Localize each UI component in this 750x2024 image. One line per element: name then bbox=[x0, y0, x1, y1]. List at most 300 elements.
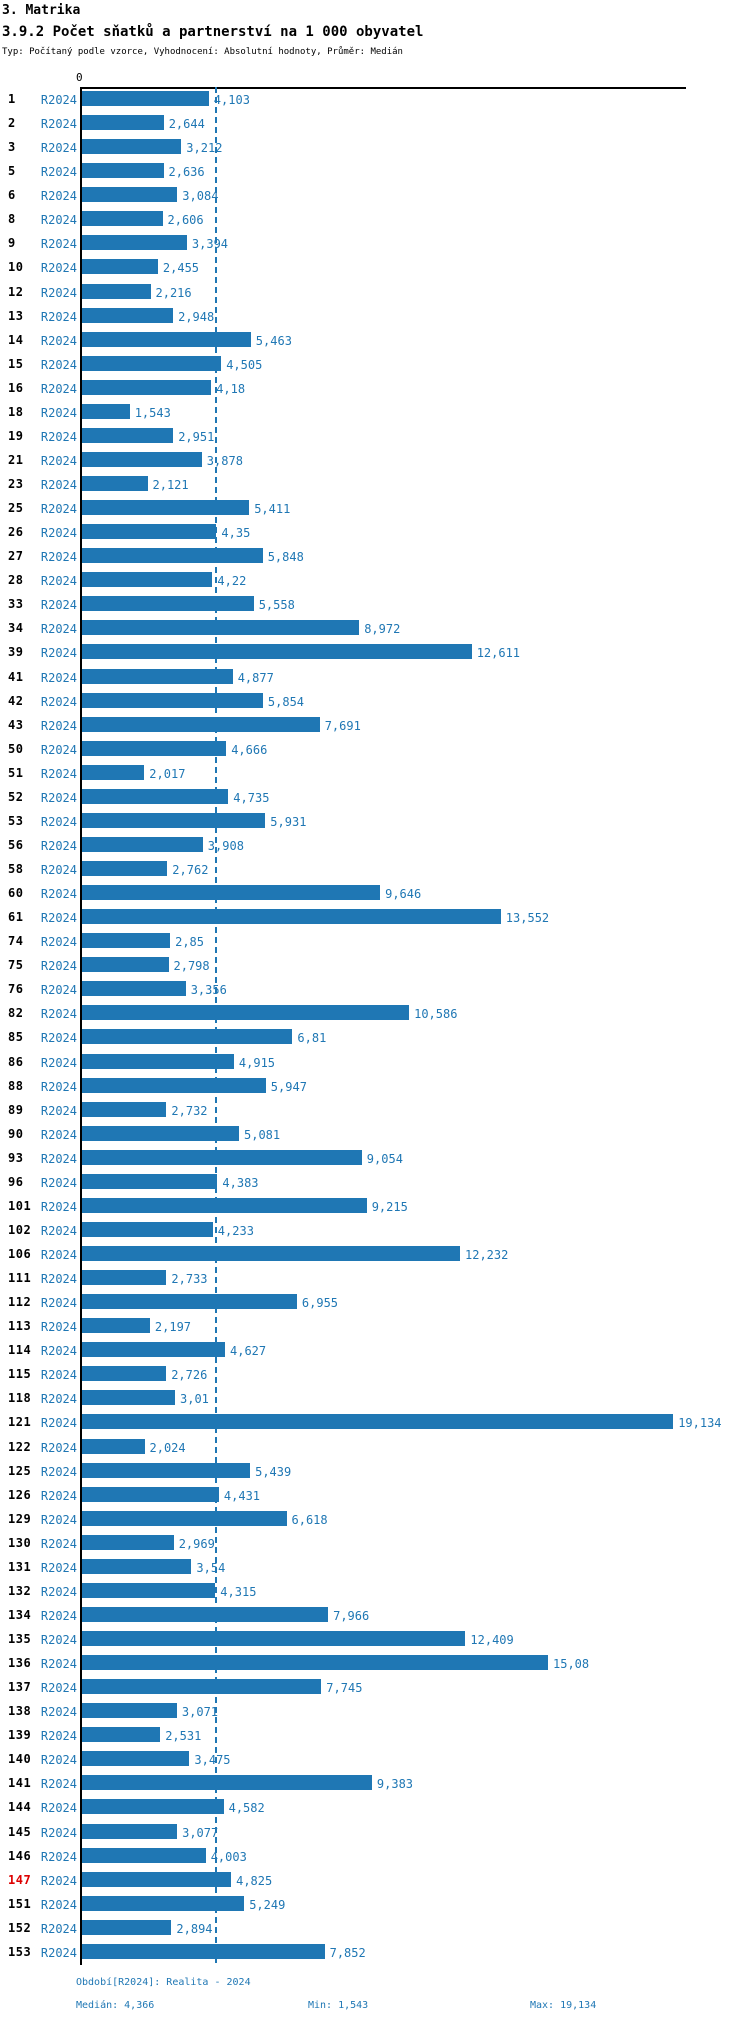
bar-value-label: 4,431 bbox=[223, 1488, 261, 1503]
bar bbox=[82, 1679, 321, 1694]
bar bbox=[82, 644, 472, 659]
bar-value-label: 4,666 bbox=[231, 742, 268, 757]
bar-value-label: 2,762 bbox=[172, 863, 209, 877]
bar-value-label: 4,582 bbox=[228, 1801, 265, 1816]
chart-row bbox=[0, 87, 750, 111]
bar bbox=[82, 1294, 297, 1309]
series-label: R2024 bbox=[40, 646, 77, 661]
bar-value-label: 4,825 bbox=[236, 1873, 273, 1888]
bar-value-label: 3,084 bbox=[182, 189, 219, 204]
bar bbox=[82, 741, 226, 756]
bar bbox=[82, 861, 167, 876]
bar bbox=[82, 500, 249, 515]
chart-row bbox=[0, 713, 750, 737]
bar-value-label: 2,121 bbox=[152, 478, 189, 492]
bar-value-label: 4,877 bbox=[237, 670, 274, 685]
series-label: R2024 bbox=[40, 694, 77, 709]
series-label: R2024 bbox=[40, 429, 77, 444]
row-number: 145 bbox=[8, 1824, 32, 1839]
bar bbox=[82, 91, 209, 106]
series-label: R2024 bbox=[40, 1368, 77, 1383]
row-number: 60 bbox=[8, 886, 24, 901]
series-label: R2024 bbox=[40, 790, 77, 805]
series-label: R2024 bbox=[40, 1296, 77, 1311]
series-label: R2024 bbox=[40, 1825, 77, 1840]
row-number: 101 bbox=[8, 1198, 32, 1213]
series-label: R2024 bbox=[40, 1079, 77, 1094]
bar-value-label: 4,003 bbox=[210, 1849, 247, 1864]
bar bbox=[82, 476, 148, 491]
chart-row bbox=[0, 207, 750, 231]
bar bbox=[82, 1727, 160, 1742]
series-label: R2024 bbox=[40, 213, 77, 228]
bar-value-label: 2,644 bbox=[168, 117, 205, 132]
series-label: R2024 bbox=[40, 405, 77, 420]
bar-value-label: 5,947 bbox=[270, 1079, 307, 1094]
row-number: 21 bbox=[8, 452, 24, 467]
bar bbox=[82, 981, 186, 996]
bar-value-label: 4,103 bbox=[213, 93, 250, 107]
bar-value-label: 4,505 bbox=[226, 357, 263, 372]
series-label: R2024 bbox=[40, 309, 77, 324]
bar-value-label: 2,969 bbox=[178, 1536, 215, 1551]
series-label: R2024 bbox=[40, 1560, 77, 1575]
series-label: R2024 bbox=[40, 1681, 77, 1696]
series-label: R2024 bbox=[40, 1272, 77, 1287]
section-title: 3. Matrika bbox=[2, 3, 81, 18]
bar bbox=[82, 1511, 287, 1526]
chart-row bbox=[0, 857, 750, 881]
series-label: R2024 bbox=[40, 141, 77, 156]
chart-row bbox=[0, 1675, 750, 1699]
series-label: R2024 bbox=[40, 1873, 77, 1888]
bar-value-label: 12,232 bbox=[465, 1248, 509, 1262]
chart-row bbox=[0, 640, 750, 664]
series-label: R2024 bbox=[40, 983, 77, 998]
bar bbox=[82, 596, 254, 611]
chart-row bbox=[0, 304, 750, 328]
bar-value-label: 2,948 bbox=[178, 309, 215, 324]
series-label: R2024 bbox=[40, 1055, 77, 1070]
row-number: 146 bbox=[8, 1848, 32, 1863]
row-number: 129 bbox=[8, 1511, 32, 1526]
series-label: R2024 bbox=[40, 911, 77, 926]
row-number: 135 bbox=[8, 1632, 32, 1646]
bar bbox=[82, 765, 144, 780]
row-number: 96 bbox=[8, 1174, 24, 1189]
series-label: R2024 bbox=[40, 1175, 77, 1190]
bar-value-label: 3,878 bbox=[206, 453, 243, 468]
series-label: R2024 bbox=[40, 1705, 77, 1720]
series-label: R2024 bbox=[40, 357, 77, 372]
chart-row bbox=[0, 1218, 750, 1242]
chart-row bbox=[0, 977, 750, 1001]
row-number: 51 bbox=[8, 765, 24, 780]
series-label: R2024 bbox=[40, 766, 77, 781]
chart-row bbox=[0, 929, 750, 953]
bar bbox=[82, 1005, 409, 1020]
chart-row bbox=[0, 448, 750, 472]
bar bbox=[82, 1799, 224, 1814]
bar bbox=[82, 380, 211, 395]
row-number: 130 bbox=[8, 1535, 32, 1550]
bar-value-label: 4,22 bbox=[217, 574, 247, 589]
row-number: 14 bbox=[8, 332, 24, 347]
chart-row bbox=[0, 1001, 750, 1025]
chart-row bbox=[0, 1627, 750, 1651]
bar-value-label: 2,455 bbox=[162, 261, 200, 276]
bar-value-label: 3,01 bbox=[180, 1392, 209, 1407]
bar bbox=[82, 1655, 548, 1670]
bar-value-label: 9,383 bbox=[376, 1777, 414, 1792]
series-label: R2024 bbox=[40, 1921, 77, 1936]
bar-value-label: 9,646 bbox=[385, 887, 422, 902]
bar-value-label: 4,627 bbox=[230, 1344, 267, 1359]
chart-row bbox=[0, 1483, 750, 1507]
bar bbox=[82, 789, 228, 804]
row-number: 16 bbox=[8, 380, 24, 395]
row-number: 12 bbox=[8, 284, 24, 299]
series-label: R2024 bbox=[40, 1151, 77, 1166]
chart-row bbox=[0, 111, 750, 135]
bar-value-label: 2,606 bbox=[167, 213, 204, 228]
chart-row bbox=[0, 1892, 750, 1916]
row-number: 10 bbox=[8, 260, 24, 275]
chart-row bbox=[0, 1531, 750, 1555]
bar-value-label: 3,54 bbox=[196, 1560, 226, 1575]
bar-value-label: 5,081 bbox=[244, 1127, 281, 1142]
row-number: 41 bbox=[8, 669, 24, 684]
chart-row bbox=[0, 520, 750, 544]
bar bbox=[82, 1896, 244, 1911]
series-label: R2024 bbox=[40, 1945, 77, 1960]
bar bbox=[82, 620, 359, 635]
series-label: R2024 bbox=[40, 189, 77, 204]
series-label: R2024 bbox=[40, 718, 77, 733]
row-number: 88 bbox=[8, 1078, 24, 1093]
chart-row bbox=[0, 424, 750, 448]
series-label: R2024 bbox=[40, 1753, 77, 1768]
bar-value-label: 3,908 bbox=[207, 838, 244, 853]
bar bbox=[82, 1607, 328, 1622]
row-number: 42 bbox=[8, 693, 24, 708]
series-label: R2024 bbox=[40, 285, 77, 300]
row-number: 102 bbox=[8, 1222, 32, 1237]
row-number: 75 bbox=[8, 958, 24, 973]
chart-row bbox=[0, 1820, 750, 1844]
bar-value-label: 13,552 bbox=[505, 911, 550, 926]
chart-row bbox=[0, 544, 750, 568]
bar bbox=[82, 548, 263, 563]
row-number: 3 bbox=[8, 140, 16, 155]
row-number: 52 bbox=[8, 789, 24, 804]
bar bbox=[82, 1583, 215, 1598]
bar bbox=[82, 1318, 150, 1333]
chart-row bbox=[0, 159, 750, 183]
bar-value-label: 2,636 bbox=[168, 165, 205, 180]
bar bbox=[82, 187, 177, 202]
bar-value-label: 4,233 bbox=[217, 1223, 254, 1238]
row-number: 53 bbox=[8, 813, 24, 828]
series-label: R2024 bbox=[40, 526, 77, 541]
bar-value-label: 2,733 bbox=[171, 1272, 208, 1287]
series-label: R2024 bbox=[40, 863, 77, 877]
chart-row bbox=[0, 1844, 750, 1868]
bar-value-label: 6,955 bbox=[301, 1296, 339, 1311]
bar bbox=[82, 428, 173, 443]
chart-row bbox=[0, 1603, 750, 1627]
row-number: 115 bbox=[8, 1367, 32, 1382]
bar bbox=[82, 235, 187, 250]
bar-value-label: 2,531 bbox=[165, 1729, 202, 1744]
bar bbox=[82, 1463, 250, 1478]
chart-row bbox=[0, 231, 750, 255]
row-number: 89 bbox=[8, 1102, 24, 1117]
series-label: R2024 bbox=[40, 742, 77, 757]
series-label: R2024 bbox=[40, 670, 77, 685]
bar bbox=[82, 1029, 292, 1044]
bar-value-label: 2,798 bbox=[173, 959, 210, 974]
footer-period: Období[R2024]: Realita - 2024 bbox=[76, 1977, 251, 1988]
bar-value-label: 2,85 bbox=[175, 935, 204, 950]
row-number: 28 bbox=[8, 573, 24, 588]
chart-row bbox=[0, 1098, 750, 1122]
bar bbox=[82, 1535, 174, 1550]
bar-value-label: 12,409 bbox=[470, 1633, 514, 1647]
bar-value-label: 4,315 bbox=[220, 1584, 257, 1599]
series-label: R2024 bbox=[40, 478, 77, 492]
row-number: 112 bbox=[8, 1295, 32, 1310]
row-number: 6 bbox=[8, 188, 16, 203]
chart-row bbox=[0, 592, 750, 616]
chart-row bbox=[0, 1747, 750, 1771]
chart-row bbox=[0, 255, 750, 279]
row-number: 144 bbox=[8, 1800, 32, 1815]
row-number: 82 bbox=[8, 1006, 24, 1021]
chart-row bbox=[0, 809, 750, 833]
chart-row bbox=[0, 1314, 750, 1338]
chart-row bbox=[0, 1362, 750, 1386]
chart-row bbox=[0, 833, 750, 857]
row-number: 25 bbox=[8, 501, 24, 516]
row-number: 122 bbox=[8, 1439, 32, 1454]
row-number: 131 bbox=[8, 1559, 32, 1574]
bar bbox=[82, 259, 158, 274]
bar-value-label: 2,197 bbox=[154, 1320, 192, 1335]
bar bbox=[82, 308, 173, 323]
chart-row bbox=[0, 1795, 750, 1819]
bar bbox=[82, 1150, 362, 1165]
series-label: R2024 bbox=[40, 93, 77, 107]
series-label: R2024 bbox=[40, 959, 77, 974]
row-number: 153 bbox=[8, 1944, 32, 1959]
row-number: 56 bbox=[8, 837, 24, 852]
bar bbox=[82, 1751, 189, 1766]
chart-row bbox=[0, 1338, 750, 1362]
row-number: 58 bbox=[8, 862, 24, 876]
series-label: R2024 bbox=[40, 1488, 77, 1503]
bar-value-label: 3,071 bbox=[181, 1705, 219, 1720]
row-number: 118 bbox=[8, 1391, 32, 1406]
series-label: R2024 bbox=[40, 1464, 77, 1479]
bar bbox=[82, 957, 169, 972]
bar-value-label: 5,249 bbox=[249, 1897, 286, 1912]
bar bbox=[82, 1198, 367, 1213]
bar bbox=[82, 356, 221, 371]
bar-value-label: 5,463 bbox=[255, 333, 292, 348]
chart-row bbox=[0, 665, 750, 689]
series-label: R2024 bbox=[40, 1344, 77, 1359]
series-label: R2024 bbox=[40, 1777, 77, 1792]
row-number: 140 bbox=[8, 1752, 32, 1767]
chart-row bbox=[0, 1555, 750, 1579]
series-label: R2024 bbox=[40, 1248, 77, 1262]
bar bbox=[82, 1775, 372, 1790]
axis-zero-label: 0 bbox=[76, 71, 83, 84]
bar-value-label: 12,611 bbox=[476, 646, 521, 661]
bar-value-label: 5,558 bbox=[258, 598, 295, 613]
chart-subtitle: Typ: Počítaný podle vzorce, Vyhodnocení: Absolutní hodnoty, Průměr: Medián bbox=[2, 47, 403, 57]
series-label: R2024 bbox=[40, 1199, 77, 1214]
bar bbox=[82, 1703, 177, 1718]
chart-row bbox=[0, 761, 750, 785]
bar bbox=[82, 669, 233, 684]
bar-value-label: 5,848 bbox=[267, 550, 304, 565]
series-label: R2024 bbox=[40, 1849, 77, 1864]
bar-value-label: 6,618 bbox=[291, 1512, 328, 1527]
bar-value-label: 7,691 bbox=[324, 718, 361, 733]
bar bbox=[82, 572, 212, 587]
bar bbox=[82, 1054, 234, 1069]
chart-row bbox=[0, 905, 750, 929]
row-number: 152 bbox=[8, 1920, 32, 1935]
series-label: R2024 bbox=[40, 1127, 77, 1142]
bar bbox=[82, 1559, 191, 1574]
bar bbox=[82, 1174, 217, 1189]
bar-value-label: 10,586 bbox=[414, 1007, 458, 1022]
chart-row bbox=[0, 737, 750, 761]
chart-row bbox=[0, 1507, 750, 1531]
chart-row bbox=[0, 1579, 750, 1603]
bar-value-label: 19,134 bbox=[678, 1416, 722, 1431]
row-number: 111 bbox=[8, 1271, 32, 1286]
bar bbox=[82, 837, 203, 852]
bar bbox=[82, 1631, 465, 1646]
bar-value-label: 2,216 bbox=[155, 285, 192, 300]
series-label: R2024 bbox=[40, 622, 77, 637]
series-label: R2024 bbox=[40, 1584, 77, 1599]
bar-value-label: 9,054 bbox=[366, 1151, 403, 1166]
chart-row bbox=[0, 1266, 750, 1290]
bar-value-label: 4,18 bbox=[216, 381, 246, 396]
row-number: 27 bbox=[8, 549, 24, 564]
chart-row bbox=[0, 1699, 750, 1723]
bar-value-label: 2,024 bbox=[149, 1440, 186, 1455]
bar bbox=[82, 693, 263, 708]
chart-row bbox=[0, 1940, 750, 1964]
row-number: 61 bbox=[8, 910, 24, 925]
bar-value-label: 5,439 bbox=[255, 1464, 292, 1479]
chart-row bbox=[0, 1723, 750, 1747]
row-number: 125 bbox=[8, 1463, 32, 1478]
series-label: R2024 bbox=[40, 1897, 77, 1912]
bar bbox=[82, 1487, 219, 1502]
bar-value-label: 6,81 bbox=[297, 1031, 327, 1046]
bar-value-label: 7,745 bbox=[326, 1681, 363, 1696]
bar-value-label: 2,894 bbox=[176, 1921, 213, 1936]
series-label: R2024 bbox=[40, 1031, 77, 1046]
bar-value-label: 5,931 bbox=[270, 814, 307, 829]
chart-row bbox=[0, 1459, 750, 1483]
row-number: 90 bbox=[8, 1126, 24, 1141]
row-number: 39 bbox=[8, 645, 24, 660]
series-label: R2024 bbox=[40, 117, 77, 132]
row-number: 141 bbox=[8, 1776, 32, 1791]
bar-value-label: 3,475 bbox=[194, 1753, 231, 1768]
series-label: R2024 bbox=[40, 1729, 77, 1744]
footer-max: Max: 19,134 bbox=[530, 2000, 597, 2011]
row-number: 5 bbox=[8, 164, 16, 179]
series-label: R2024 bbox=[40, 165, 77, 180]
row-number: 34 bbox=[8, 621, 24, 636]
row-number: 134 bbox=[8, 1607, 32, 1622]
series-label: R2024 bbox=[40, 237, 77, 252]
chart-row bbox=[0, 1242, 750, 1266]
row-number: 126 bbox=[8, 1487, 32, 1502]
row-number: 15 bbox=[8, 356, 24, 371]
row-number: 132 bbox=[8, 1583, 32, 1598]
bar bbox=[82, 1078, 266, 1093]
bar-value-label: 3,077 bbox=[182, 1825, 219, 1840]
series-label: R2024 bbox=[40, 1416, 77, 1431]
bar-value-label: 4,915 bbox=[238, 1055, 276, 1070]
row-number: 23 bbox=[8, 477, 24, 491]
bar bbox=[82, 1944, 325, 1959]
chart-row bbox=[0, 1386, 750, 1410]
chart-row bbox=[0, 1916, 750, 1940]
chart-row bbox=[0, 1771, 750, 1795]
series-label: R2024 bbox=[40, 887, 77, 902]
series-label: R2024 bbox=[40, 1633, 77, 1647]
bar-value-label: 3,356 bbox=[190, 983, 227, 998]
chart-row bbox=[0, 135, 750, 159]
row-number: 18 bbox=[8, 404, 24, 419]
row-number: 113 bbox=[8, 1319, 32, 1334]
row-number: 26 bbox=[8, 525, 24, 540]
series-label: R2024 bbox=[40, 261, 77, 276]
bar bbox=[82, 1102, 166, 1117]
bar bbox=[82, 717, 320, 732]
footer-min: Min: 1,543 bbox=[308, 2000, 369, 2011]
bar bbox=[82, 452, 202, 467]
chart-row bbox=[0, 1194, 750, 1218]
bar-value-label: 8,972 bbox=[364, 622, 401, 637]
series-label: R2024 bbox=[40, 1223, 77, 1238]
series-label: R2024 bbox=[40, 1536, 77, 1551]
chart-row bbox=[0, 1025, 750, 1049]
bar-value-label: 4,35 bbox=[221, 526, 251, 541]
bar bbox=[82, 885, 380, 900]
row-number: 137 bbox=[8, 1680, 32, 1695]
bar bbox=[82, 1439, 145, 1454]
series-label: R2024 bbox=[40, 1392, 77, 1407]
series-label: R2024 bbox=[40, 935, 77, 950]
series-label: R2024 bbox=[40, 1103, 77, 1118]
bar-value-label: 7,852 bbox=[329, 1945, 366, 1960]
chart-row bbox=[0, 1074, 750, 1098]
row-number: 147 bbox=[8, 1872, 32, 1887]
chart-row bbox=[0, 1435, 750, 1459]
